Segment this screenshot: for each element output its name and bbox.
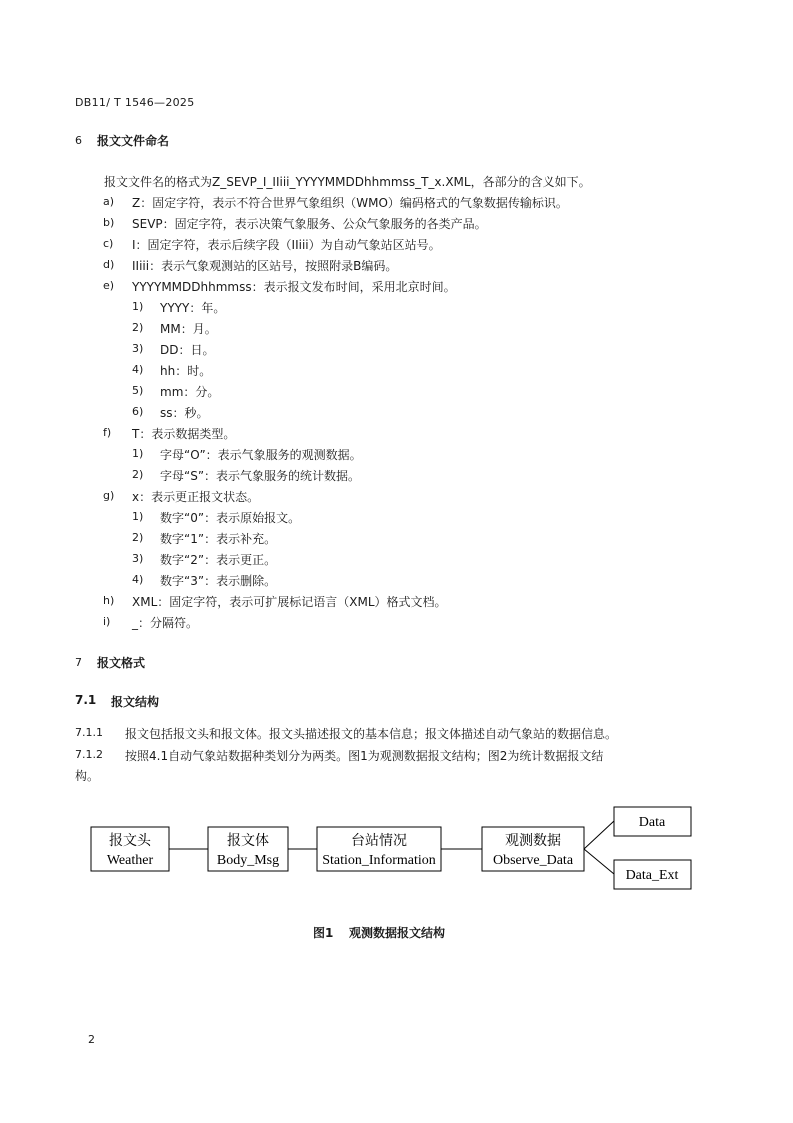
- section-6-title: 报文文件命名: [97, 134, 170, 148]
- node-label-en: Body_Msg: [216, 853, 280, 868]
- list-label: d): [103, 258, 115, 271]
- list-label: b): [103, 216, 115, 229]
- list-label: h): [103, 594, 115, 607]
- node-station-information: [317, 827, 441, 871]
- list-label: c): [103, 237, 114, 250]
- list-item: 数字“0”：表示原始报文。: [160, 511, 301, 525]
- list-item: Z：固定字符，表示不符合世界气象组织（WMO）编码格式的气象数据传输标识。: [132, 196, 568, 210]
- node-observe-data: [482, 827, 584, 871]
- list-label: 2): [132, 531, 144, 544]
- list-label: i): [103, 615, 111, 628]
- list-label: 1): [132, 510, 144, 523]
- clause-7-1-2-text-cont: 构。: [75, 769, 100, 783]
- list-item: IIiii：表示气象观测站的区站号，按照附录B编码。: [132, 259, 398, 273]
- node-label-en: Data_Ext: [625, 868, 679, 883]
- connector-line: [584, 821, 614, 849]
- section-7-1-title: 报文结构: [111, 695, 160, 709]
- clause-7-1-2-number: 7.1.2: [75, 748, 103, 761]
- list-label: 5): [132, 384, 144, 397]
- clause-7-1-2-text: 按照4.1自动气象站数据种类划分为两类。图1为观测数据报文结构；图2为统计数据报文结: [125, 749, 604, 763]
- list-item: YYYY：年。: [160, 301, 226, 315]
- list-item: 数字“1”：表示补充。: [160, 532, 277, 546]
- figure-label: 图1: [313, 926, 334, 940]
- node-label-en: Station_Information: [322, 853, 436, 868]
- node-label-cn: 报文头: [109, 834, 151, 849]
- list-label: 4): [132, 363, 144, 376]
- list-item: 字母“O”：表示气象服务的观测数据。: [160, 448, 362, 462]
- document-id: DB11/ T 1546—2025: [75, 96, 195, 109]
- node-data-ext: [614, 860, 691, 889]
- clause-7-1-1-text: 报文包括报文头和报文体。报文头描述报文的基本信息；报文体描述自动气象站的数据信息。: [125, 727, 618, 741]
- list-label: 3): [132, 552, 144, 565]
- node-label-cn: 报文体: [227, 834, 269, 849]
- list-label: 4): [132, 573, 144, 586]
- list-item: hh：时。: [160, 364, 212, 378]
- list-label: 2): [132, 468, 144, 481]
- node-weather: [91, 827, 169, 871]
- list-label: 2): [132, 321, 144, 334]
- page-number: 2: [88, 1033, 95, 1046]
- node-body-msg: [208, 827, 288, 871]
- list-item: x：表示更正报文状态。: [132, 490, 260, 504]
- list-item: YYYYMMDDhhmmss：表示报文发布时间，采用北京时间。: [132, 280, 456, 294]
- list-label: e): [103, 279, 115, 292]
- list-label: g): [103, 489, 115, 502]
- node-label-en: Observe_Data: [492, 853, 574, 868]
- list-item: 数字“2”：表示更正。: [160, 553, 277, 567]
- list-item: 数字“3”：表示删除。: [160, 574, 277, 588]
- list-item: ss：秒。: [160, 406, 209, 420]
- node-label-cn: 观测数据: [505, 834, 561, 849]
- figure-caption: 观测数据报文结构: [349, 926, 446, 940]
- list-label: f): [103, 426, 112, 439]
- list-item: mm：分。: [160, 385, 220, 399]
- structure-diagram: [0, 800, 793, 900]
- node-label-cn: 台站情况: [351, 834, 407, 849]
- node-label-en: Weather: [106, 853, 154, 868]
- list-label: 3): [132, 342, 144, 355]
- section-6-number: 6: [75, 134, 82, 147]
- clause-7-1-1-number: 7.1.1: [75, 726, 103, 739]
- list-item: DD：日。: [160, 343, 215, 357]
- list-item: XML：固定字符，表示可扩展标记语言（XML）格式文档。: [132, 595, 447, 609]
- node-data: [614, 807, 691, 836]
- list-item: _：分隔符。: [132, 616, 199, 630]
- node-label-en: Data: [638, 815, 666, 830]
- list-item: SEVP：固定字符，表示决策气象服务、公众气象服务的各类产品。: [132, 217, 487, 231]
- list-label: 1): [132, 447, 144, 460]
- section-7-1-number: 7.1: [75, 693, 97, 707]
- list-label: 6): [132, 405, 144, 418]
- list-item: MM：月。: [160, 322, 217, 336]
- list-item: 字母“S”：表示气象服务的统计数据。: [160, 469, 361, 483]
- list-item: T：表示数据类型。: [132, 427, 236, 441]
- section-7-title: 报文格式: [97, 656, 146, 670]
- section-6-intro: 报文文件名的格式为Z_SEVP_I_IIiii_YYYYMMDDhhmmss_T_x.XML，各部分的含义如下。: [104, 175, 591, 189]
- list-label: a): [103, 195, 115, 208]
- list-label: 1): [132, 300, 144, 313]
- list-item: I：固定字符，表示后续字段（IIiii）为自动气象站区站号。: [132, 238, 441, 252]
- section-7-number: 7: [75, 656, 82, 669]
- connector-line: [584, 849, 614, 874]
